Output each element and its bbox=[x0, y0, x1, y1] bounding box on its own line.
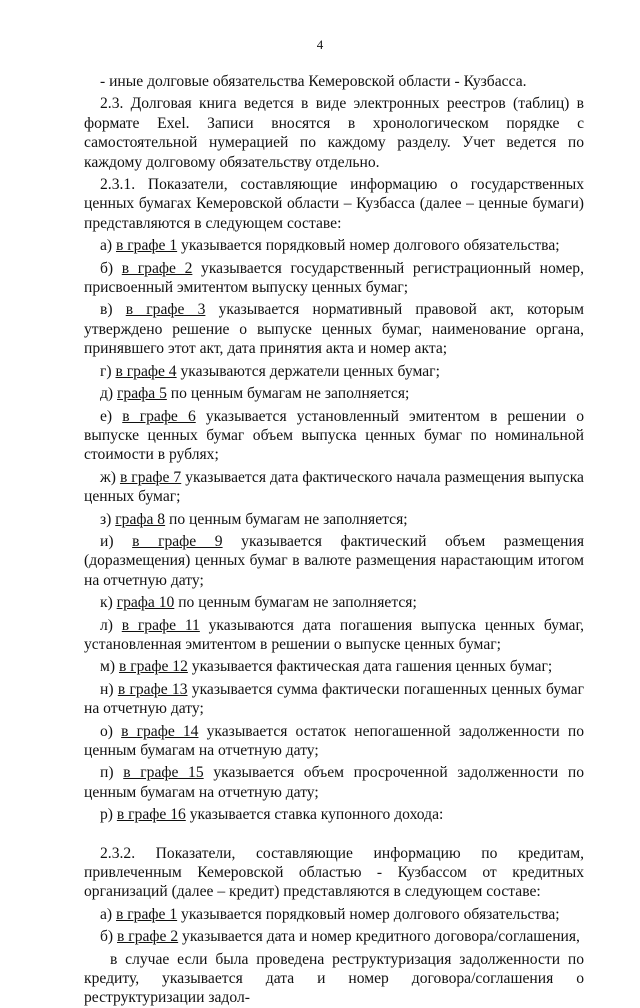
paragraph-2-3-1: 2.3.1. Показатели, составляющие информацию о государственных ценных бумагах Кемеровской области – Кузбасса (далее – ценные бумаги) представляются в следующем составе: bbox=[84, 176, 584, 232]
column-reference: в графе 11 bbox=[121, 616, 200, 634]
list-item: о) в графе 14 указывается остаток непогашенной задолженности по ценным бумагам на отчетную дату; bbox=[84, 722, 584, 759]
list-item: в) в графе 3 указывается нормативный правовой акт, которым утверждено решение о выпуске ценных бумаг, наименование органа, принявшего этот акт, дата принятия акта и номер акта; bbox=[84, 301, 584, 358]
list-item: и) в графе 9 указывается фактический объем размещения (доразмещения) ценных бумаг в валюте размещения нарастающим итогом на отчетную дату; bbox=[84, 532, 584, 589]
list-item: з) графа 8 по ценным бумагам не заполняется; bbox=[100, 510, 408, 528]
column-reference: в графе 6 bbox=[122, 407, 196, 425]
list-item: ж) в графе 7 указывается дата фактического начала размещения выпуска ценных бумаг; bbox=[84, 468, 584, 506]
paragraph-other-obligations: - иные долговые обязательства Кемеровской области - Кузбасса. bbox=[100, 73, 527, 90]
paragraph-restructuring: в случае если была проведена реструктуризация задолженности по кредиту, указывается дата и номер договора/соглашения о реструктуризации задол- bbox=[84, 950, 584, 1007]
column-reference: в графе 4 bbox=[115, 362, 177, 380]
column-reference: в графе 7 bbox=[119, 468, 182, 486]
column-reference: в графе 1 bbox=[116, 237, 178, 255]
column-reference: графа 8 bbox=[115, 510, 166, 528]
document-body bbox=[84, 0, 584, 1008]
list-item: р) в графе 16 указывается ставка купонного дохода: bbox=[100, 806, 444, 824]
list-item: б) в графе 2 указывается государственный регистрационный номер, присвоенный эмитентом выпуску ценных бумаг; bbox=[84, 259, 584, 297]
list-item: л) в графе 11 указываются дата погашения выпуска ценных бумаг, установленная эмитентом в решении о выпуске ценных бумаг; bbox=[84, 616, 584, 653]
column-reference: в графе 13 bbox=[117, 680, 188, 698]
column-reference: в графе 1 bbox=[116, 905, 178, 923]
list-item: а) в графе 1 указывается порядковый номер долгового обязательства; bbox=[100, 905, 560, 923]
list-item: п) в графе 15 указывается объем просроченной задолженности по ценным бумагам на отчетную дату; bbox=[84, 764, 584, 801]
column-reference: в графе 15 bbox=[123, 764, 204, 782]
column-reference: в графе 16 bbox=[116, 806, 186, 824]
list-item: н) в графе 13 указывается сумма фактически погашенных ценных бумаг на отчетную дату; bbox=[84, 680, 584, 718]
list-item: д) графа 5 по ценным бумагам не заполняется; bbox=[100, 385, 410, 403]
list-item: б) в графе 2 указывается дата и номер кредитного договора/соглашения, bbox=[100, 928, 580, 946]
column-reference: в графе 3 bbox=[125, 301, 206, 319]
column-reference: в графе 14 bbox=[121, 722, 199, 740]
column-reference: графа 5 bbox=[117, 385, 167, 403]
column-reference: в графе 12 bbox=[118, 658, 188, 676]
securities-list bbox=[84, 236, 584, 824]
paragraph-2-3-2: 2.3.2. Показатели, составляющие информацию по кредитам, привлеченным Кемеровской областью - Кузбассом от кредитных организаций (далее – кредит) представляются в следующем составе: bbox=[84, 844, 584, 901]
list-item: а) в графе 1 указывается порядковый номер долгового обязательства; bbox=[100, 237, 560, 255]
list-item: г) в графе 4 указываются держатели ценных бумаг; bbox=[100, 362, 440, 380]
column-reference: графа 10 bbox=[116, 594, 175, 612]
list-item: е) в графе 6 указывается установленный эмитентом в решении о выпуске ценных бумаг объем выпуска ценных бумаг по номинальной стоимости в рублях; bbox=[84, 407, 585, 464]
column-reference: в графе 9 bbox=[132, 532, 223, 550]
paragraph-2-3: 2.3. Долговая книга ведется в виде электронных реестров (таблиц) в формате Exel. Записи вносятся в хронологическом порядке с самостоятельной нумерацией по каждому разделу. Учет ведется по каждому долговому обязательству отдельно. bbox=[84, 95, 584, 171]
list-item: к) графа 10 по ценным бумагам не заполняется; bbox=[100, 594, 417, 612]
column-reference: в графе 2 bbox=[121, 259, 193, 277]
list-item: м) в графе 12 указывается фактическая дата гашения ценных бумаг; bbox=[100, 658, 553, 676]
column-reference: в графе 2 bbox=[117, 928, 179, 946]
credits-list bbox=[84, 905, 584, 947]
page-number: 4 bbox=[316, 37, 324, 52]
